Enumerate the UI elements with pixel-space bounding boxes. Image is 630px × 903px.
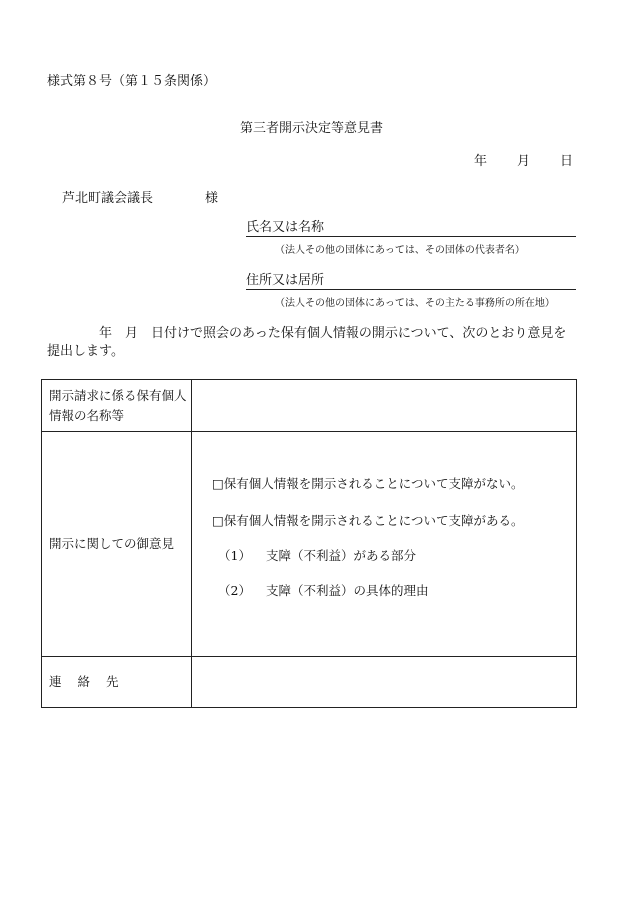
- table-row: [42, 432, 577, 657]
- table-row: [42, 657, 577, 708]
- item-number: （1）: [218, 548, 251, 563]
- body-text: 年 月 日付けで照会のあった保有個人情報の開示について、次のとおり意見を提出します。: [47, 326, 567, 359]
- checkbox-issue[interactable]: □保有個人情報を開示されることについて支障がある。: [212, 513, 524, 528]
- requested-info-label: 開示請求に係る保有個人情報の名称等: [42, 380, 192, 432]
- date-day: 日: [560, 154, 574, 169]
- addressee-honorific: 様: [205, 191, 219, 206]
- form-number: 様式第８号（第１５条関係）: [47, 74, 217, 89]
- contact-label-char: 連: [49, 674, 62, 689]
- contact-label-char: 絡: [77, 674, 91, 689]
- date-month: 月: [517, 154, 531, 169]
- address-field-note: （法人その他の団体にあっては、その主たる事務所の所在地）: [275, 298, 555, 309]
- checkbox-no-issue[interactable]: □保有個人情報を開示されることについて支障がない。: [212, 476, 524, 491]
- item-specific-reason: [218, 581, 429, 599]
- table-row: [42, 380, 577, 432]
- requested-info-cell[interactable]: [192, 380, 577, 432]
- contact-label: [42, 657, 192, 708]
- item-text: 支障（不利益）の具体的理由: [266, 583, 429, 598]
- opinion-table: [41, 379, 577, 708]
- opinion-label: 開示に関しての御意見: [42, 432, 192, 657]
- item-number: （2）: [218, 583, 251, 598]
- item-affected-part: [218, 546, 416, 564]
- address-field[interactable]: 住所又は居所: [246, 273, 576, 290]
- name-field[interactable]: 氏名又は名称: [246, 220, 576, 237]
- date-year: 年: [474, 154, 488, 169]
- date-line: [474, 150, 573, 169]
- item-text: 支障（不利益）がある部分: [266, 548, 417, 563]
- name-field-note: （法人その他の団体にあっては、その団体の代表者名）: [275, 245, 525, 256]
- addressee-name: 芦北町議会議長: [62, 191, 154, 206]
- contact-cell[interactable]: [192, 657, 577, 708]
- opinion-cell[interactable]: [192, 432, 577, 657]
- addressee: [62, 187, 218, 206]
- contact-label-char: 先: [106, 674, 119, 689]
- document-title: 第三者開示決定等意見書: [240, 121, 384, 136]
